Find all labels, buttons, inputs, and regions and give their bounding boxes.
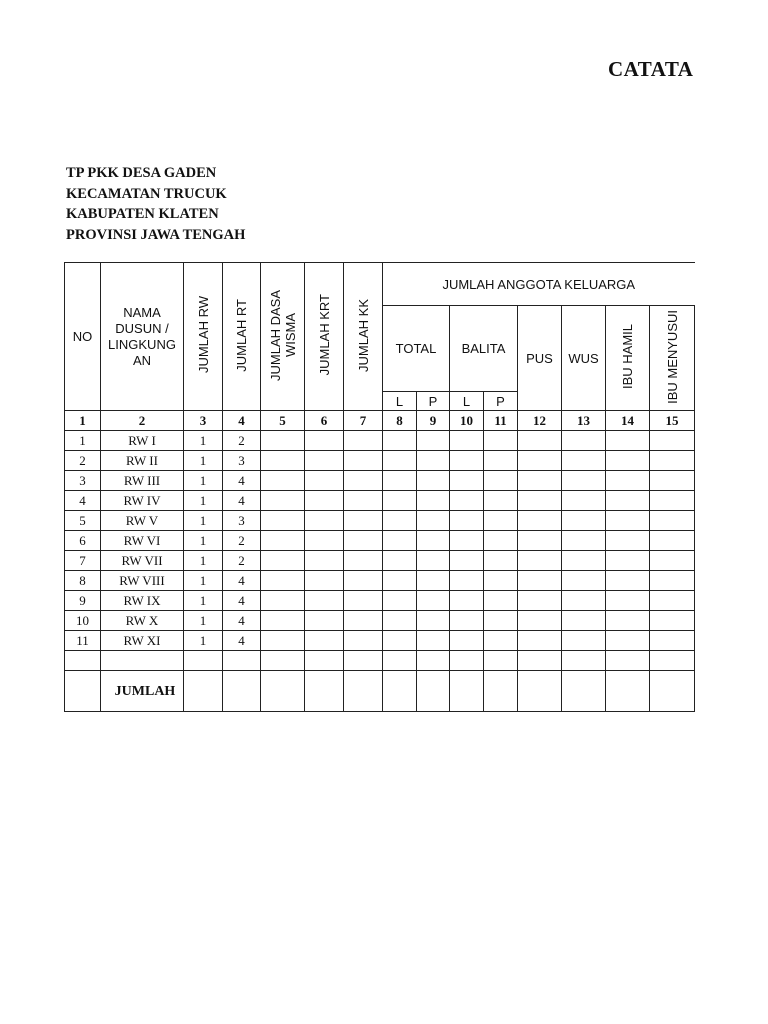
column-number: 6 bbox=[305, 411, 344, 431]
empty-cell bbox=[606, 651, 650, 671]
empty-cell bbox=[650, 591, 695, 611]
empty-cell bbox=[562, 611, 606, 631]
row-dusun-name: RW VI bbox=[101, 531, 184, 551]
organization-block bbox=[66, 163, 245, 245]
empty-cell bbox=[650, 611, 695, 631]
row-jumlah-rt: 2 bbox=[223, 431, 261, 451]
header-jumlah-rt bbox=[223, 263, 261, 411]
table-row bbox=[65, 491, 695, 511]
row-dusun-name: RW IX bbox=[101, 591, 184, 611]
empty-cell bbox=[383, 551, 417, 571]
row-jumlah-rt: 4 bbox=[223, 631, 261, 651]
empty-cell bbox=[261, 431, 305, 451]
empty-cell bbox=[417, 451, 450, 471]
header-jumlah-dasa-wisma-label: JUMLAH DASA WISMA bbox=[267, 289, 298, 381]
empty-cell bbox=[484, 531, 518, 551]
table-row bbox=[65, 631, 695, 651]
column-number: 10 bbox=[450, 411, 484, 431]
empty-cell bbox=[65, 671, 101, 712]
empty-cell bbox=[450, 651, 484, 671]
empty-cell bbox=[344, 471, 383, 491]
org-line-pkk: TP PKK DESA GADEN bbox=[66, 165, 217, 181]
empty-cell bbox=[261, 671, 305, 712]
row-jumlah-rt: 3 bbox=[223, 511, 261, 531]
empty-cell bbox=[417, 471, 450, 491]
empty-cell bbox=[305, 451, 344, 471]
header-total-l: L bbox=[383, 392, 417, 411]
total-label: JUMLAH bbox=[114, 683, 176, 699]
row-jumlah-rt: 4 bbox=[223, 471, 261, 491]
empty-cell bbox=[344, 551, 383, 571]
empty-cell bbox=[450, 631, 484, 651]
empty-cell bbox=[484, 571, 518, 591]
empty-cell bbox=[450, 571, 484, 591]
header-balita-p: P bbox=[484, 392, 518, 411]
empty-cell bbox=[261, 451, 305, 471]
header-pus: PUS bbox=[518, 306, 562, 411]
header-jumlah-kk-label: JUMLAH KK bbox=[355, 298, 371, 372]
header-balita-l: L bbox=[450, 392, 484, 411]
empty-cell bbox=[518, 511, 562, 531]
column-number: 4 bbox=[223, 411, 261, 431]
empty-cell bbox=[305, 531, 344, 551]
total-label-cell bbox=[101, 671, 184, 712]
empty-cell bbox=[305, 471, 344, 491]
row-no: 8 bbox=[65, 571, 101, 591]
empty-cell bbox=[344, 431, 383, 451]
column-number: 8 bbox=[383, 411, 417, 431]
empty-cell bbox=[383, 631, 417, 651]
header-total-p: P bbox=[417, 392, 450, 411]
empty-cell bbox=[450, 431, 484, 451]
empty-cell bbox=[450, 551, 484, 571]
empty-cell bbox=[518, 551, 562, 571]
column-number: 15 bbox=[650, 411, 695, 431]
empty-cell bbox=[344, 571, 383, 591]
table-row bbox=[65, 591, 695, 611]
empty-cell bbox=[305, 571, 344, 591]
empty-cell bbox=[383, 671, 417, 712]
empty-cell bbox=[450, 471, 484, 491]
empty-cell bbox=[650, 671, 695, 712]
empty-cell bbox=[261, 531, 305, 551]
header-no: NO bbox=[65, 263, 101, 411]
org-line-provinsi: PROVINSI JAWA TENGAH bbox=[66, 226, 246, 243]
table-row bbox=[65, 611, 695, 631]
header-jumlah-rw-label: JUMLAH RW bbox=[195, 296, 211, 374]
empty-cell bbox=[261, 651, 305, 671]
empty-cell bbox=[101, 651, 184, 671]
empty-cell bbox=[383, 571, 417, 591]
empty-cell bbox=[417, 671, 450, 712]
empty-cell bbox=[344, 591, 383, 611]
empty-cell bbox=[562, 431, 606, 451]
empty-cell bbox=[650, 491, 695, 511]
header-ibu-menyusui-label: IBU MENYUSUI bbox=[664, 309, 680, 404]
empty-cell bbox=[383, 431, 417, 451]
empty-cell bbox=[261, 471, 305, 491]
row-jumlah-rt: 4 bbox=[223, 571, 261, 591]
empty-cell bbox=[484, 491, 518, 511]
empty-cell bbox=[261, 611, 305, 631]
empty-cell bbox=[606, 431, 650, 451]
empty-cell bbox=[450, 451, 484, 471]
empty-cell bbox=[450, 531, 484, 551]
empty-cell bbox=[344, 491, 383, 511]
row-jumlah-rt: 4 bbox=[223, 491, 261, 511]
empty-cell bbox=[562, 671, 606, 712]
document-title: CATATA bbox=[608, 57, 694, 81]
empty-cell bbox=[344, 611, 383, 631]
empty-cell bbox=[650, 511, 695, 531]
row-no: 11 bbox=[65, 631, 101, 651]
empty-cell bbox=[562, 491, 606, 511]
empty-cell bbox=[606, 531, 650, 551]
empty-cell bbox=[305, 591, 344, 611]
header-ibu-hamil bbox=[606, 306, 650, 411]
empty-cell bbox=[383, 451, 417, 471]
row-no: 7 bbox=[65, 551, 101, 571]
row-no: 3 bbox=[65, 471, 101, 491]
empty-cell bbox=[484, 451, 518, 471]
row-jumlah-rw: 1 bbox=[184, 451, 223, 471]
empty-cell bbox=[417, 491, 450, 511]
row-jumlah-rw: 1 bbox=[184, 471, 223, 491]
empty-cell bbox=[650, 571, 695, 591]
empty-cell bbox=[518, 631, 562, 651]
row-dusun-name: RW X bbox=[101, 611, 184, 631]
empty-cell bbox=[606, 471, 650, 491]
header-ibu-menyusui bbox=[650, 306, 695, 411]
empty-cell bbox=[606, 451, 650, 471]
empty-cell bbox=[650, 551, 695, 571]
empty-cell bbox=[383, 471, 417, 491]
empty-cell bbox=[261, 591, 305, 611]
empty-cell bbox=[383, 651, 417, 671]
row-jumlah-rt: 2 bbox=[223, 551, 261, 571]
empty-cell bbox=[417, 551, 450, 571]
table-row bbox=[65, 511, 695, 531]
empty-cell bbox=[417, 611, 450, 631]
empty-cell bbox=[261, 631, 305, 651]
empty-cell bbox=[261, 511, 305, 531]
empty-cell bbox=[305, 431, 344, 451]
empty-cell bbox=[417, 431, 450, 451]
row-jumlah-rt: 4 bbox=[223, 611, 261, 631]
row-jumlah-rw: 1 bbox=[184, 531, 223, 551]
empty-cell bbox=[344, 531, 383, 551]
empty-cell bbox=[650, 451, 695, 471]
header-ibu-hamil-label: IBU HAMIL bbox=[620, 323, 635, 389]
empty-cell bbox=[606, 511, 650, 531]
row-no: 5 bbox=[65, 511, 101, 531]
empty-cell bbox=[417, 651, 450, 671]
empty-cell bbox=[650, 631, 695, 651]
header-jumlah-rw bbox=[184, 263, 223, 411]
row-dusun-name: RW XI bbox=[101, 631, 184, 651]
empty-cell bbox=[562, 531, 606, 551]
total-row bbox=[65, 671, 695, 712]
header-wus: WUS bbox=[562, 306, 606, 411]
header-jumlah-rt-label: JUMLAH RT bbox=[234, 298, 249, 372]
data-rows bbox=[65, 431, 695, 651]
blank-row bbox=[65, 651, 695, 671]
empty-cell bbox=[450, 491, 484, 511]
empty-cell bbox=[305, 551, 344, 571]
org-line-kecamatan: KECAMATAN TRUCUK bbox=[66, 185, 227, 202]
header-total: TOTAL bbox=[383, 306, 450, 392]
column-number: 3 bbox=[184, 411, 223, 431]
empty-cell bbox=[184, 651, 223, 671]
empty-cell bbox=[65, 651, 101, 671]
table-row bbox=[65, 571, 695, 591]
row-dusun-name: RW I bbox=[101, 431, 184, 451]
table-row bbox=[65, 531, 695, 551]
empty-cell bbox=[305, 671, 344, 712]
table-row bbox=[65, 471, 695, 491]
empty-cell bbox=[518, 531, 562, 551]
empty-cell bbox=[650, 651, 695, 671]
empty-cell bbox=[484, 511, 518, 531]
empty-cell bbox=[650, 431, 695, 451]
empty-cell bbox=[184, 671, 223, 712]
empty-cell bbox=[650, 471, 695, 491]
row-jumlah-rw: 1 bbox=[184, 431, 223, 451]
empty-cell bbox=[518, 571, 562, 591]
empty-cell bbox=[383, 511, 417, 531]
header-nama-dusun: NAMA DUSUN / LINGKUNG AN bbox=[101, 263, 184, 411]
empty-cell bbox=[518, 591, 562, 611]
empty-cell bbox=[305, 611, 344, 631]
row-no: 2 bbox=[65, 451, 101, 471]
row-dusun-name: RW IV bbox=[101, 491, 184, 511]
header-jumlah-dasa-wisma bbox=[261, 263, 305, 411]
column-number: 13 bbox=[562, 411, 606, 431]
empty-cell bbox=[562, 471, 606, 491]
empty-cell bbox=[223, 651, 261, 671]
row-no: 10 bbox=[65, 611, 101, 631]
empty-cell bbox=[484, 471, 518, 491]
header-balita: BALITA bbox=[450, 306, 518, 392]
column-number: 14 bbox=[606, 411, 650, 431]
empty-cell bbox=[484, 631, 518, 651]
row-jumlah-rw: 1 bbox=[184, 571, 223, 591]
empty-cell bbox=[305, 491, 344, 511]
empty-cell bbox=[484, 431, 518, 451]
row-dusun-name: RW III bbox=[101, 471, 184, 491]
row-dusun-name: RW VII bbox=[101, 551, 184, 571]
empty-cell bbox=[344, 451, 383, 471]
empty-cell bbox=[484, 591, 518, 611]
row-no: 1 bbox=[65, 431, 101, 451]
empty-cell bbox=[518, 491, 562, 511]
empty-cell bbox=[383, 531, 417, 551]
table-row bbox=[65, 451, 695, 471]
data-table bbox=[64, 262, 695, 712]
empty-cell bbox=[518, 651, 562, 671]
empty-cell bbox=[450, 671, 484, 712]
column-number: 11 bbox=[484, 411, 518, 431]
header-jumlah-krt bbox=[305, 263, 344, 411]
empty-cell bbox=[606, 491, 650, 511]
empty-cell bbox=[562, 571, 606, 591]
empty-cell bbox=[518, 471, 562, 491]
empty-cell bbox=[518, 431, 562, 451]
row-jumlah-rw: 1 bbox=[184, 611, 223, 631]
empty-cell bbox=[450, 511, 484, 531]
empty-cell bbox=[606, 551, 650, 571]
empty-cell bbox=[450, 611, 484, 631]
row-jumlah-rw: 1 bbox=[184, 511, 223, 531]
row-no: 6 bbox=[65, 531, 101, 551]
row-dusun-name: RW II bbox=[101, 451, 184, 471]
empty-cell bbox=[562, 511, 606, 531]
header-jumlah-krt-label: JUMLAH KRT bbox=[316, 294, 332, 376]
column-number: 5 bbox=[261, 411, 305, 431]
empty-cell bbox=[344, 631, 383, 651]
row-no: 9 bbox=[65, 591, 101, 611]
row-jumlah-rt: 3 bbox=[223, 451, 261, 471]
empty-cell bbox=[562, 631, 606, 651]
table-row bbox=[65, 551, 695, 571]
empty-cell bbox=[383, 591, 417, 611]
column-number: 2 bbox=[101, 411, 184, 431]
row-jumlah-rt: 2 bbox=[223, 531, 261, 551]
empty-cell bbox=[305, 651, 344, 671]
empty-cell bbox=[417, 591, 450, 611]
header-jumlah-anggota-keluarga: JUMLAH ANGGOTA KELUARGA bbox=[383, 263, 695, 306]
empty-cell bbox=[562, 651, 606, 671]
empty-cell bbox=[484, 611, 518, 631]
column-number: 9 bbox=[417, 411, 450, 431]
column-number: 1 bbox=[65, 411, 101, 431]
row-jumlah-rw: 1 bbox=[184, 631, 223, 651]
empty-cell bbox=[562, 451, 606, 471]
empty-cell bbox=[417, 571, 450, 591]
empty-cell bbox=[650, 531, 695, 551]
empty-cell bbox=[562, 551, 606, 571]
empty-cell bbox=[606, 591, 650, 611]
header-jumlah-kk bbox=[344, 263, 383, 411]
empty-cell bbox=[450, 591, 484, 611]
empty-cell bbox=[606, 611, 650, 631]
row-dusun-name: RW V bbox=[101, 511, 184, 531]
empty-cell bbox=[484, 671, 518, 712]
empty-cell bbox=[484, 651, 518, 671]
empty-cell bbox=[606, 631, 650, 651]
empty-cell bbox=[417, 631, 450, 651]
empty-cell bbox=[606, 571, 650, 591]
row-jumlah-rw: 1 bbox=[184, 491, 223, 511]
empty-cell bbox=[383, 611, 417, 631]
empty-cell bbox=[223, 671, 261, 712]
empty-cell bbox=[305, 631, 344, 651]
column-number: 12 bbox=[518, 411, 562, 431]
empty-cell bbox=[562, 591, 606, 611]
empty-cell bbox=[344, 651, 383, 671]
row-no: 4 bbox=[65, 491, 101, 511]
empty-cell bbox=[518, 451, 562, 471]
empty-cell bbox=[606, 671, 650, 712]
empty-cell bbox=[417, 531, 450, 551]
empty-cell bbox=[261, 491, 305, 511]
empty-cell bbox=[305, 511, 344, 531]
table-row bbox=[65, 431, 695, 451]
org-line-kabupaten: KABUPATEN KLATEN bbox=[66, 206, 219, 222]
empty-cell bbox=[518, 671, 562, 712]
empty-cell bbox=[417, 511, 450, 531]
column-number: 7 bbox=[344, 411, 383, 431]
empty-cell bbox=[344, 511, 383, 531]
empty-cell bbox=[484, 551, 518, 571]
empty-cell bbox=[383, 491, 417, 511]
empty-cell bbox=[261, 571, 305, 591]
empty-cell bbox=[518, 611, 562, 631]
column-number-row bbox=[65, 411, 695, 431]
row-jumlah-rw: 1 bbox=[184, 591, 223, 611]
row-dusun-name: RW VIII bbox=[101, 571, 184, 591]
empty-cell bbox=[261, 551, 305, 571]
row-jumlah-rw: 1 bbox=[184, 551, 223, 571]
row-jumlah-rt: 4 bbox=[223, 591, 261, 611]
empty-cell bbox=[344, 671, 383, 712]
